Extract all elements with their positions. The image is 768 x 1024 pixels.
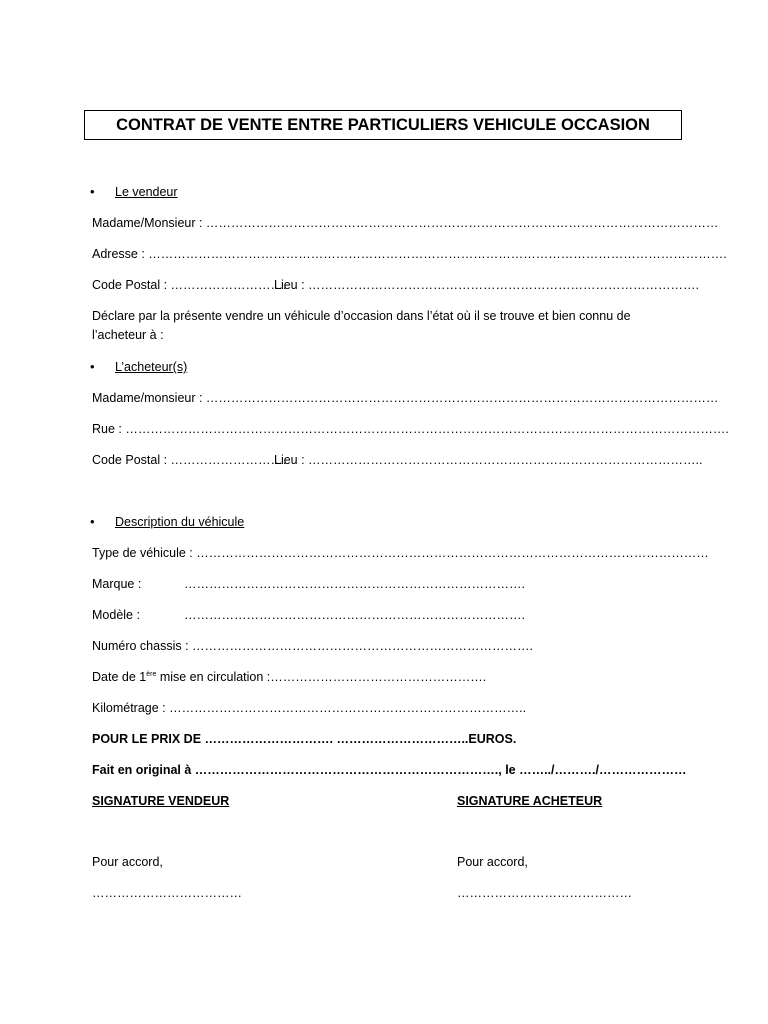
registration-superscript: ère <box>146 671 157 678</box>
buyer-signature-dots: …………………………………… <box>457 886 632 900</box>
registration-prefix: Date de 1 <box>92 670 147 684</box>
seller-declaration-line-1: Déclare par la présente vendre un véhicule d’occasion dans l’état où il se trouve et bien connu de <box>92 309 631 323</box>
buyer-accord: Pour accord, <box>457 855 528 869</box>
document-title-text: CONTRAT DE VENTE ENTRE PARTICULIERS VEHICULE OCCASION <box>116 115 650 134</box>
price-line: POUR LE PRIX DE …………………………. …………………………..EUROS. <box>92 732 517 746</box>
vehicle-mileage-line: Kilométrage : ………………………………………………………………………….. <box>92 701 527 715</box>
seller-name-line: Madame/Monsieur : …………………………………………………………………………………………………………… <box>92 216 719 230</box>
seller-address-line: Adresse : …………………………………………………………………………………………………………………………. <box>92 247 727 261</box>
buyer-street-line: Rue : ………………………………………………………………………………………………………………………………. <box>92 422 729 436</box>
section-buyer-heading: L’acheteur(s) <box>115 360 188 374</box>
vehicle-model-dots: ………………………………………………………………………. <box>184 608 525 622</box>
buyer-city: Lieu : ………………………………………………………………………………….. <box>274 453 703 467</box>
vehicle-brand-dots: ………………………………………………………………………. <box>184 577 525 591</box>
vehicle-registration-line <box>92 670 486 684</box>
seller-signature-dots: ……………………………… <box>92 886 242 900</box>
buyer-postal-code: Code Postal : ………………………. <box>92 453 287 467</box>
section-seller-heading: Le vendeur <box>115 185 178 199</box>
vehicle-type-line: Type de véhicule : …………………………………………………………………………………………………………… <box>92 546 709 560</box>
buyer-name-line: Madame/monsieur : …………………………………………………………………………………………………………… <box>92 391 719 405</box>
seller-postal-code: Code Postal : ………………………. <box>92 278 287 292</box>
vehicle-brand-label: Marque : <box>92 577 142 591</box>
seller-signature-label: SIGNATURE VENDEUR <box>92 794 230 808</box>
buyer-signature-label: SIGNATURE ACHETEUR <box>457 794 603 808</box>
seller-city: Lieu : …………………………………………………………………………………. <box>274 278 700 292</box>
seller-declaration-line-2: l’acheteur à : <box>92 328 164 342</box>
bullet-buyer: • <box>90 359 95 374</box>
made-in-line: Fait en original à ………………………………………………………………., le ……../………./………………… <box>92 763 687 777</box>
section-vehicle-heading: Description du véhicule <box>115 515 245 529</box>
bullet-vehicle: • <box>90 514 95 529</box>
seller-accord: Pour accord, <box>92 855 163 869</box>
vehicle-model-label: Modèle : <box>92 608 140 622</box>
bullet-seller: • <box>90 184 95 199</box>
document-title <box>84 110 682 140</box>
registration-suffix: mise en circulation :……………………………………………. <box>156 670 487 684</box>
vehicle-chassis-line: Numéro chassis : ………………………………………………………………………. <box>92 639 534 653</box>
